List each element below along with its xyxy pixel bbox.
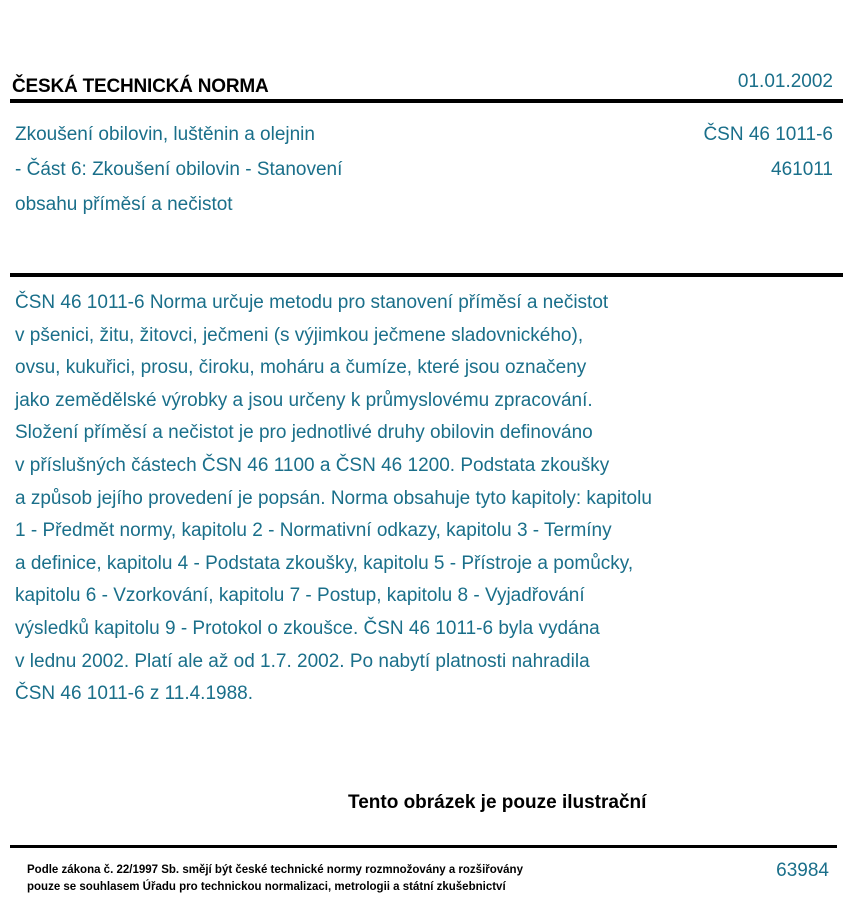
footer-number: 63984 bbox=[776, 860, 829, 881]
section-divider bbox=[10, 273, 843, 277]
document-identifier bbox=[703, 117, 833, 187]
document-title-line: - Část 6: Zkoušení obilovin - Stanovení bbox=[15, 159, 343, 180]
footer-legal-line: Podle zákona č. 22/1997 Sb. smějí být české technické normy rozmnožovány a rozšiřovány bbox=[27, 864, 523, 876]
class-code: 461011 bbox=[771, 159, 833, 180]
abstract-line: jako zemědělské výrobky a jsou určeny k průmyslovému zpracování. bbox=[15, 389, 593, 411]
document-title bbox=[15, 117, 342, 222]
standard-number: ČSN 46 1011-6 bbox=[703, 124, 833, 145]
header-divider bbox=[10, 99, 843, 103]
footer-legal-notice bbox=[27, 862, 523, 896]
abstract-line: výsledků kapitolu 9 - Protokol o zkoušce. ČSN 46 1011-6 byla vydána bbox=[15, 617, 600, 639]
abstract-line: Složení příměsí a nečistot je pro jednotlivé druhy obilovin definováno bbox=[15, 422, 593, 444]
abstract-line: ČSN 46 1011-6 Norma určuje metodu pro stanovení příměsí a nečistot bbox=[15, 292, 609, 313]
abstract-line: ČSN 46 1011-6 z 11.4.1988. bbox=[15, 683, 254, 705]
footer-legal-line: pouze se souhlasem Úřadu pro technickou normalizaci, metrologii a státní zkušebnictví bbox=[27, 881, 506, 893]
page-header-title: ČESKÁ TECHNICKÁ NORMA bbox=[12, 76, 269, 97]
abstract-line: v pšenici, žitu, žitovci, ječmeni (s výjimkou ječmene sladovnického), bbox=[15, 324, 584, 346]
issue-date: 01.01.2002 bbox=[737, 71, 833, 92]
abstract-line: 1 - Předmět normy, kapitolu 2 - Normativní odkazy, kapitolu 3 - Termíny bbox=[15, 520, 612, 542]
abstract-line: v příslušných částech ČSN 46 1100 a ČSN 46 1200. Podstata zkoušky bbox=[15, 454, 610, 476]
abstract-text bbox=[15, 287, 652, 711]
abstract-line: v lednu 2002. Platí ale až od 1.7. 2002. Po nabytí platnosti nahradila bbox=[15, 650, 590, 672]
footer-divider bbox=[10, 845, 837, 848]
abstract-line: kapitolu 6 - Vzorkování, kapitolu 7 - Postup, kapitolu 8 - Vyjadřování bbox=[15, 585, 585, 607]
abstract-line: a definice, kapitolu 4 - Podstata zkoušky, kapitolu 5 - Přístroje a pomůcky, bbox=[15, 552, 634, 574]
illustration-note: Tento obrázek je pouze ilustrační bbox=[348, 792, 647, 813]
document-title-line: Zkoušení obilovin, luštěnin a olejnin bbox=[15, 124, 315, 145]
abstract-line: ovsu, kukuřici, prosu, čiroku, moháru a čumíze, které jsou označeny bbox=[15, 357, 587, 379]
document-title-line: obsahu příměsí a nečistot bbox=[15, 194, 233, 215]
abstract-line: a způsob jejího provedení je popsán. Norma obsahuje tyto kapitoly: kapitolu bbox=[15, 487, 652, 509]
